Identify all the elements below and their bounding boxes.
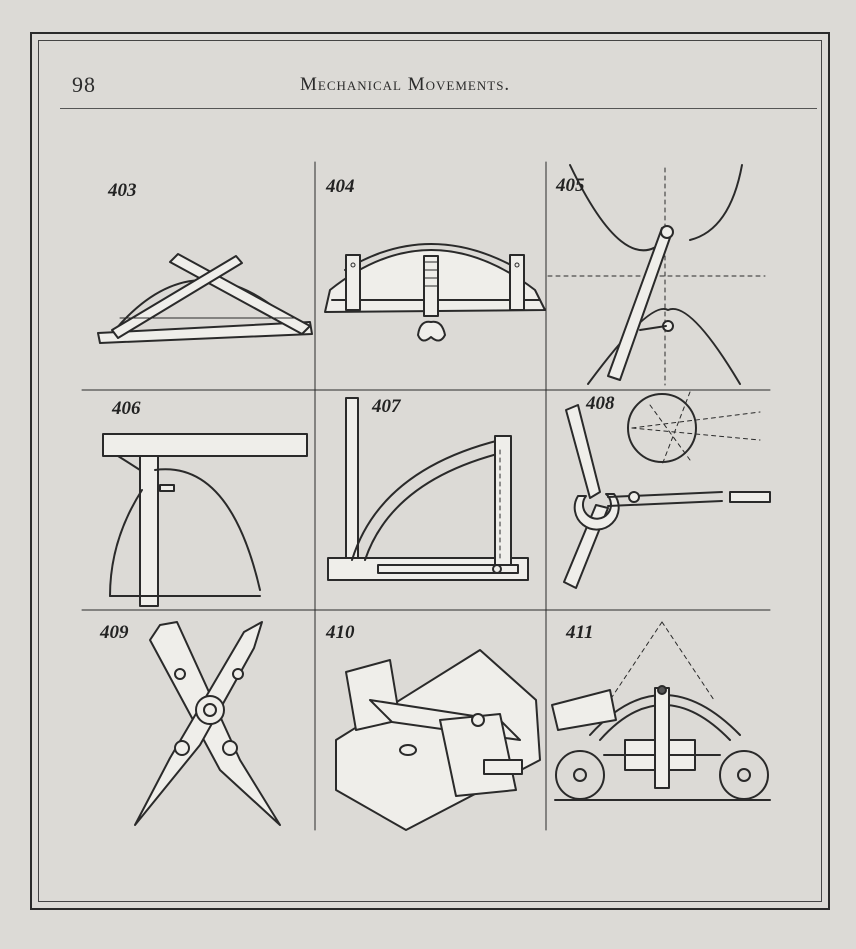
figure-403-drawing xyxy=(98,254,312,343)
page-number: 98 xyxy=(72,72,96,97)
figure-407-drawing xyxy=(328,398,528,580)
figure-404-drawing xyxy=(325,244,545,341)
figure-409-drawing xyxy=(135,622,280,825)
figure-411-drawing xyxy=(552,622,770,800)
figure-label-408: 408 xyxy=(586,393,615,414)
figure-label-403: 403 xyxy=(108,180,137,201)
figure-label-410: 410 xyxy=(326,622,355,643)
figure-408-drawing xyxy=(564,392,770,588)
figure-405-drawing xyxy=(548,165,765,385)
figure-label-406: 406 xyxy=(112,398,141,419)
figure-410-drawing xyxy=(336,650,540,830)
running-head: Mechanical Movements. xyxy=(300,74,511,95)
figure-label-407: 407 xyxy=(372,396,401,417)
figure-label-404: 404 xyxy=(326,176,355,197)
figure-label-409: 409 xyxy=(100,622,129,643)
figure-label-411: 411 xyxy=(566,622,594,643)
figure-label-405: 405 xyxy=(556,175,585,196)
figure-406-drawing xyxy=(103,434,307,606)
